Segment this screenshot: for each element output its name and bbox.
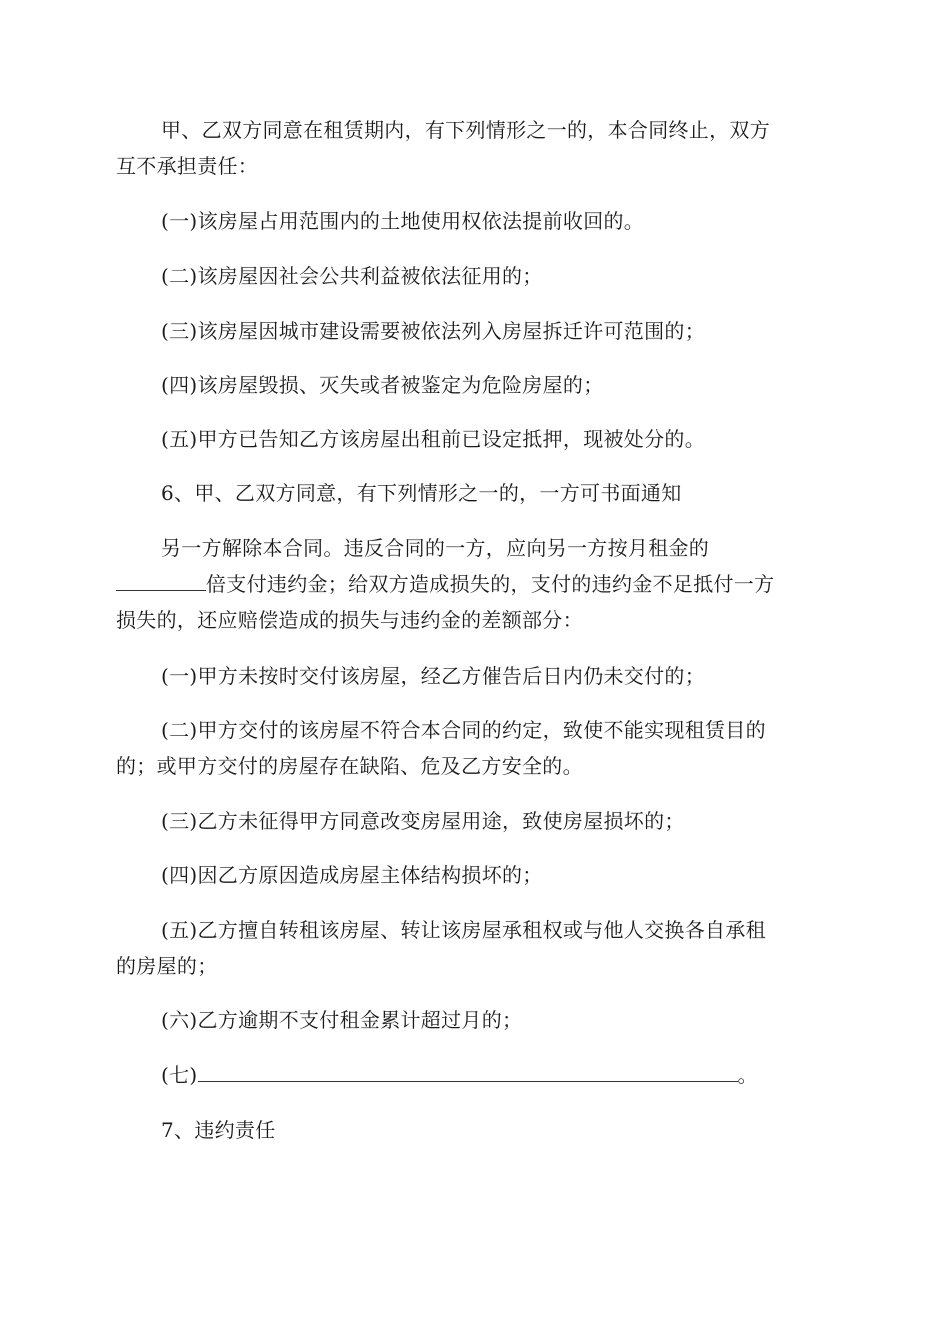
paragraph-rescission-clause	[116, 530, 836, 638]
list-item-text: (五)甲方已告知乙方该房屋出租前已设定抵押，现被处分的。	[161, 427, 706, 451]
list-item-text	[116, 1057, 836, 1093]
list-item-b6	[116, 1002, 836, 1038]
list-item-2	[116, 258, 836, 294]
paragraph-line: 另一方解除本合同。违反合同的一方，应向另一方按月租金的	[161, 536, 710, 560]
list-item-text: 的房屋的；	[116, 954, 218, 978]
list-item-text: (一)该房屋占用范围内的土地使用权依法提前收回的。	[161, 209, 645, 233]
list-item-text: (二)甲方交付的该房屋不符合本合同的约定，致使不能实现租赁目的	[161, 718, 766, 742]
blank-other-clause	[198, 1059, 738, 1082]
paragraph-line: 互不承担责任：	[116, 154, 259, 178]
section-text: 7、违约责任	[161, 1118, 276, 1142]
paragraph-line	[116, 566, 836, 602]
list-item-text: (四)因乙方原因造成房屋主体结构损坏的；	[161, 863, 543, 887]
blank-multiplier	[116, 568, 206, 591]
list-item-text: (一)甲方未按时交付该房屋，经乙方催告后日内仍未交付的；	[161, 664, 706, 688]
paragraph-line-text: 倍支付违约金；给双方造成损失的，支付的违约金不足抵付一方	[206, 572, 775, 596]
list-item-1	[116, 203, 836, 239]
list-item-b1	[116, 658, 836, 694]
section-7-heading	[116, 1112, 836, 1148]
list-item-5	[116, 421, 836, 457]
list-item-text: (三)该房屋因城市建设需要被依法列入房屋拆迁许可范围的；	[161, 319, 706, 343]
list-item-b7	[116, 1057, 836, 1093]
list-item-text: (二)该房屋因社会公共利益被依法征用的；	[161, 264, 543, 288]
list-item-3	[116, 313, 836, 349]
list-item-prefix: (七)	[161, 1063, 198, 1087]
list-item-text: (三)乙方未征得甲方同意改变房屋用途，致使房屋损坏的；	[161, 809, 685, 833]
section-6-heading	[116, 475, 836, 511]
list-item-b5	[116, 912, 836, 984]
list-item-text: (五)乙方擅自转租该房屋、转让该房屋承租权或与他人交换各自承租	[161, 918, 766, 942]
list-item-text: (四)该房屋毁损、灭失或者被鉴定为危险房屋的；	[161, 373, 604, 397]
list-item-b4	[116, 857, 836, 893]
list-item-b3	[116, 803, 836, 839]
list-item-suffix: 。	[737, 1063, 758, 1087]
list-item-text: 的；或甲方交付的房屋存在缺陷、危及乙方安全的。	[116, 754, 583, 778]
paragraph-line: 甲、乙双方同意在租赁期内，有下列情形之一的，本合同终止，双方	[161, 118, 770, 142]
list-item-b2	[116, 712, 836, 784]
section-text: 6、甲、乙双方同意，有下列情形之一的，一方可书面通知	[161, 481, 682, 505]
list-item-text: (六)乙方逾期不支付租金累计超过月的；	[161, 1008, 523, 1032]
paragraph-termination-clause	[116, 112, 836, 184]
list-item-4	[116, 367, 836, 403]
paragraph-line: 损失的，还应赔偿造成的损失与违约金的差额部分：	[116, 608, 583, 632]
